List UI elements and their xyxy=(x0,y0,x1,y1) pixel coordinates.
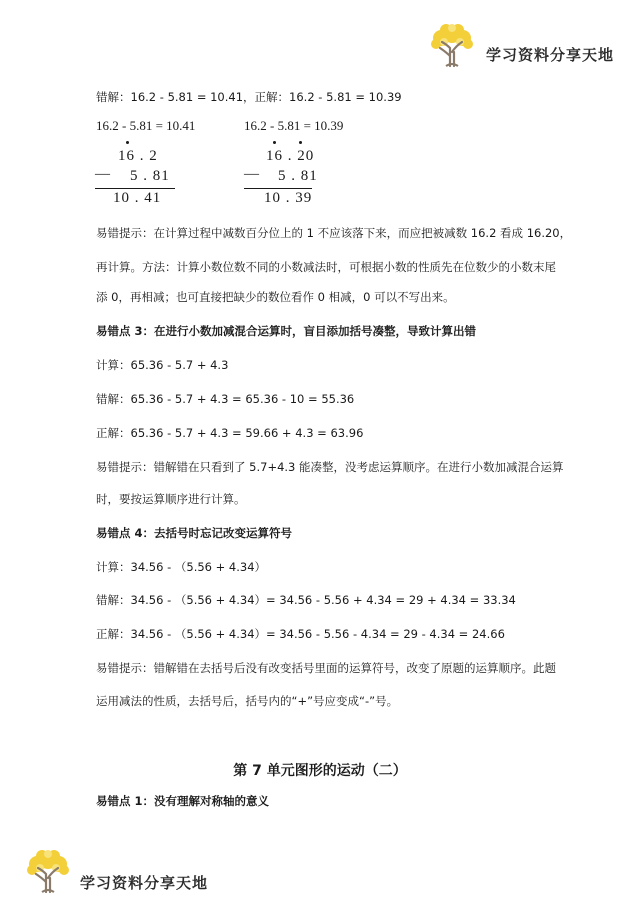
vertical-rule xyxy=(95,188,175,189)
tip-line: 再计算。方法：计算小数位数不同的小数减法时，可根据小数的性质先在位数少的小数末尾 xyxy=(96,260,556,274)
tip-line: 时，要按运算顺序进行计算。 xyxy=(96,492,246,506)
vertical-result: 10 . 39 xyxy=(264,190,313,206)
vertical-top-number: 16 . 20 xyxy=(266,148,315,164)
minus-sign: — xyxy=(95,166,111,182)
wrong-solution-line: 错解：65.36 - 5.7 + 4.3 = 65.36 - 10 = 55.36 xyxy=(96,392,355,406)
wrong-solution-line: 错解：34.56 - （5.56 + 4.34）= 34.56 - 5.56 + 4.34 = 29 + 4.34 = 33.34 xyxy=(96,593,516,607)
minus-sign: — xyxy=(244,166,260,182)
calc-line: 计算：34.56 - （5.56 + 4.34） xyxy=(96,560,267,574)
right-solution-line: 正解：65.36 - 5.7 + 4.3 = 59.66 + 4.3 = 63.96 xyxy=(96,426,364,440)
brand-name-bottom: 学习资料分享天地 xyxy=(80,874,209,892)
equation-wrong: 16.2 - 5.81 = 10.41 xyxy=(96,118,196,133)
vertical-rule xyxy=(244,188,312,189)
tip-line: 易错提示：错解错在去括号后没有改变括号里面的运算符号，改变了原题的运算顺序。此题 xyxy=(96,661,556,675)
vertical-subtrahend: 5 . 81 xyxy=(130,168,170,184)
vertical-subtrahend: 5 . 81 xyxy=(278,168,318,184)
section-title: 易错点 3：在进行小数加减混合运算时，盲目添加括号凑整，导致计算出错 xyxy=(96,324,477,338)
carry-dot xyxy=(273,141,276,144)
section-title: 易错点 1：没有理解对称轴的意义 xyxy=(96,794,270,808)
carry-dot xyxy=(299,141,302,144)
right-solution-line: 正解：34.56 - （5.56 + 4.34）= 34.56 - 5.56 - 4.34 = 29 - 4.34 = 24.66 xyxy=(96,627,505,641)
carry-dot xyxy=(126,141,129,144)
unit-heading: 第 7 单元图形的运动（二） xyxy=(233,763,407,779)
vertical-result: 10 . 41 xyxy=(113,190,162,206)
calc-line: 计算：65.36 - 5.7 + 4.3 xyxy=(96,358,229,372)
brand-name-top: 学习资料分享天地 xyxy=(486,46,615,64)
tip-line: 运用减法的性质，去括号后，括号内的“+”号应变成“-”号。 xyxy=(96,694,399,708)
tip-line: 易错提示：在计算过程中减数百分位上的 1 不应该落下来，而应把被减数 16.2 看成 16.20， xyxy=(96,226,572,240)
tree-logo-icon xyxy=(426,22,478,68)
tip-line: 添 0，再相减；也可直接把缺少的数位看作 0 相减，0 可以不写出来。 xyxy=(96,290,455,304)
section-title: 易错点 4：去括号时忘记改变运算符号 xyxy=(96,526,293,540)
vertical-top-number: 16 . 2 xyxy=(118,148,158,164)
equation-right: 16.2 - 5.81 = 10.39 xyxy=(244,118,344,133)
wrong-right-solution-line: 错解：16.2 - 5.81 = 10.41，正解：16.2 - 5.81 = 10.39 xyxy=(96,90,402,104)
tip-line: 易错提示：错解错在只看到了 5.7+4.3 能凑整，没考虑运算顺序。在进行小数加减混合运算 xyxy=(96,460,564,474)
tree-logo-icon xyxy=(22,848,74,894)
